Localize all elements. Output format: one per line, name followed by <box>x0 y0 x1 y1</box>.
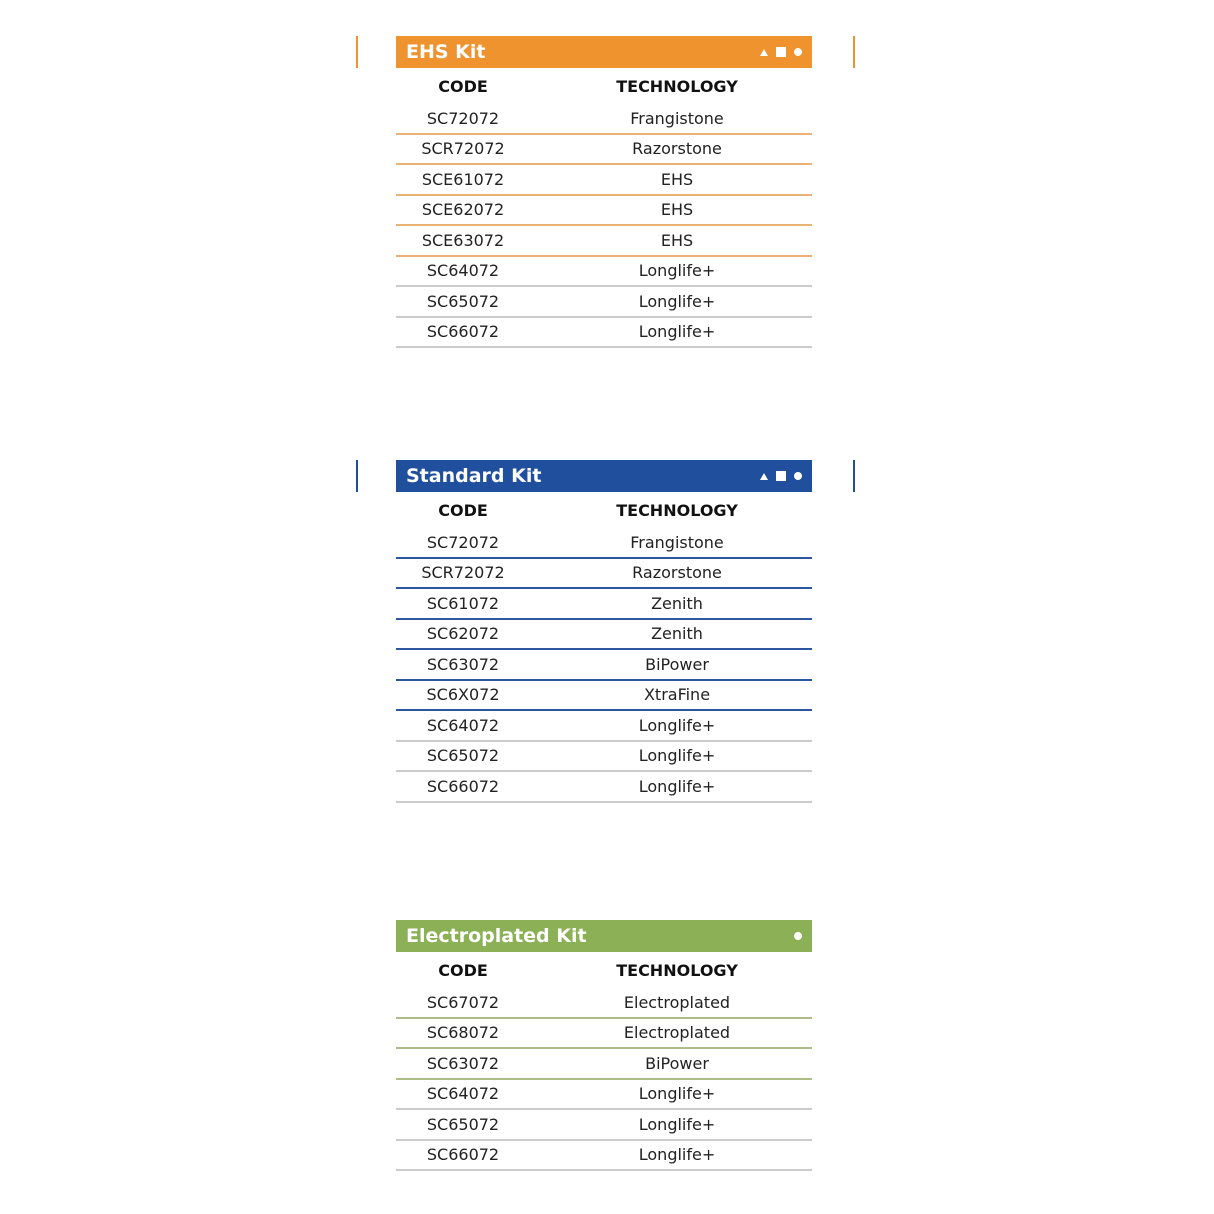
table-row <box>396 772 812 803</box>
dot-icon <box>794 472 802 480</box>
code-header: CODE <box>438 500 488 520</box>
table-row <box>396 1141 812 1172</box>
technology-cell: Longlife+ <box>638 261 716 281</box>
technology-cell: Longlife+ <box>638 1114 716 1134</box>
code-cell: SCE62072 <box>421 200 505 220</box>
standard-kit-icons <box>760 471 802 481</box>
technology-cell: BiPower <box>645 1053 709 1073</box>
ehs-side-mark-left <box>356 36 358 68</box>
technology-cell: EHS <box>660 230 694 250</box>
technology-cell: XtraFine <box>643 685 711 705</box>
standard-side-mark-left <box>356 460 358 492</box>
table-row <box>396 226 812 257</box>
table-row <box>396 681 812 712</box>
code-cell: SC72072 <box>426 532 500 552</box>
electroplated-kit-header <box>396 920 812 952</box>
electroplated-kit-table <box>396 920 812 1171</box>
standard-column-headers <box>396 492 812 528</box>
table-row <box>396 620 812 651</box>
technology-cell: Longlife+ <box>638 746 716 766</box>
code-cell: SC68072 <box>426 1023 500 1043</box>
technology-cell: Longlife+ <box>638 1145 716 1165</box>
code-cell: SC64072 <box>426 261 500 281</box>
code-header: CODE <box>438 76 488 96</box>
table-row <box>396 104 812 135</box>
code-cell: SC66072 <box>426 776 500 796</box>
table-row <box>396 589 812 620</box>
code-cell: SCE61072 <box>421 169 505 189</box>
technology-header: TECHNOLOGY <box>616 960 738 980</box>
technology-cell: Zenith <box>651 624 703 644</box>
code-cell: SC72072 <box>426 108 500 128</box>
standard-side-mark-right <box>853 460 855 492</box>
table-row <box>396 559 812 590</box>
ehs-column-headers <box>396 68 812 104</box>
code-cell: SC65072 <box>426 746 500 766</box>
triangle-icon <box>760 473 768 480</box>
code-cell: SC66072 <box>426 1145 500 1165</box>
ehs-kit-header <box>396 36 812 68</box>
code-cell: SCR72072 <box>421 139 505 159</box>
code-cell: SC67072 <box>426 992 500 1012</box>
technology-cell: Longlife+ <box>638 776 716 796</box>
code-cell: SC63072 <box>426 654 500 674</box>
ehs-kit-title: EHS Kit <box>406 41 486 63</box>
table-row <box>396 1080 812 1111</box>
technology-header: TECHNOLOGY <box>616 500 738 520</box>
table-row <box>396 1049 812 1080</box>
code-cell: SC63072 <box>426 1053 500 1073</box>
table-row <box>396 196 812 227</box>
electroplated-kit-icons <box>794 932 802 940</box>
technology-cell: Razorstone <box>632 139 722 159</box>
electroplated-kit-title: Electroplated Kit <box>406 925 587 947</box>
code-cell: SC62072 <box>426 624 500 644</box>
square-icon <box>776 47 786 57</box>
table-row <box>396 287 812 318</box>
technology-cell: EHS <box>660 200 694 220</box>
code-cell: SC64072 <box>426 1084 500 1104</box>
technology-cell: Longlife+ <box>638 322 716 342</box>
table-row <box>396 1019 812 1050</box>
technology-cell: Zenith <box>651 593 703 613</box>
table-row <box>396 650 812 681</box>
electroplated-column-headers <box>396 952 812 988</box>
code-cell: SC64072 <box>426 715 500 735</box>
table-row <box>396 1110 812 1141</box>
table-row <box>396 165 812 196</box>
technology-cell: BiPower <box>645 654 709 674</box>
technology-cell: Frangistone <box>630 108 724 128</box>
table-row <box>396 711 812 742</box>
code-cell: SC61072 <box>426 593 500 613</box>
technology-cell: Longlife+ <box>638 715 716 735</box>
table-row <box>396 528 812 559</box>
technology-cell: Electroplated <box>623 1023 731 1043</box>
code-cell: SC66072 <box>426 322 500 342</box>
technology-cell: Electroplated <box>623 992 731 1012</box>
ehs-kit-table <box>396 36 812 348</box>
dot-icon <box>794 932 802 940</box>
technology-cell: Frangistone <box>630 532 724 552</box>
triangle-icon <box>760 49 768 56</box>
technology-cell: EHS <box>660 169 694 189</box>
technology-cell: Longlife+ <box>638 1084 716 1104</box>
ehs-kit-icons <box>760 47 802 57</box>
table-row <box>396 742 812 773</box>
square-icon <box>776 471 786 481</box>
code-header: CODE <box>438 960 488 980</box>
electroplated-rows <box>396 988 812 1171</box>
standard-rows <box>396 528 812 803</box>
table-row <box>396 257 812 288</box>
technology-cell: Razorstone <box>632 563 722 583</box>
standard-kit-title: Standard Kit <box>406 465 542 487</box>
code-cell: SCR72072 <box>421 563 505 583</box>
code-cell: SC6X072 <box>426 685 500 705</box>
standard-kit-header <box>396 460 812 492</box>
standard-kit-table <box>396 460 812 803</box>
technology-header: TECHNOLOGY <box>616 76 738 96</box>
table-row <box>396 318 812 349</box>
table-row <box>396 135 812 166</box>
ehs-side-mark-right <box>853 36 855 68</box>
ehs-rows <box>396 104 812 348</box>
technology-cell: Longlife+ <box>638 291 716 311</box>
table-row <box>396 988 812 1019</box>
code-cell: SCE63072 <box>421 230 505 250</box>
code-cell: SC65072 <box>426 291 500 311</box>
code-cell: SC65072 <box>426 1114 500 1134</box>
dot-icon <box>794 48 802 56</box>
